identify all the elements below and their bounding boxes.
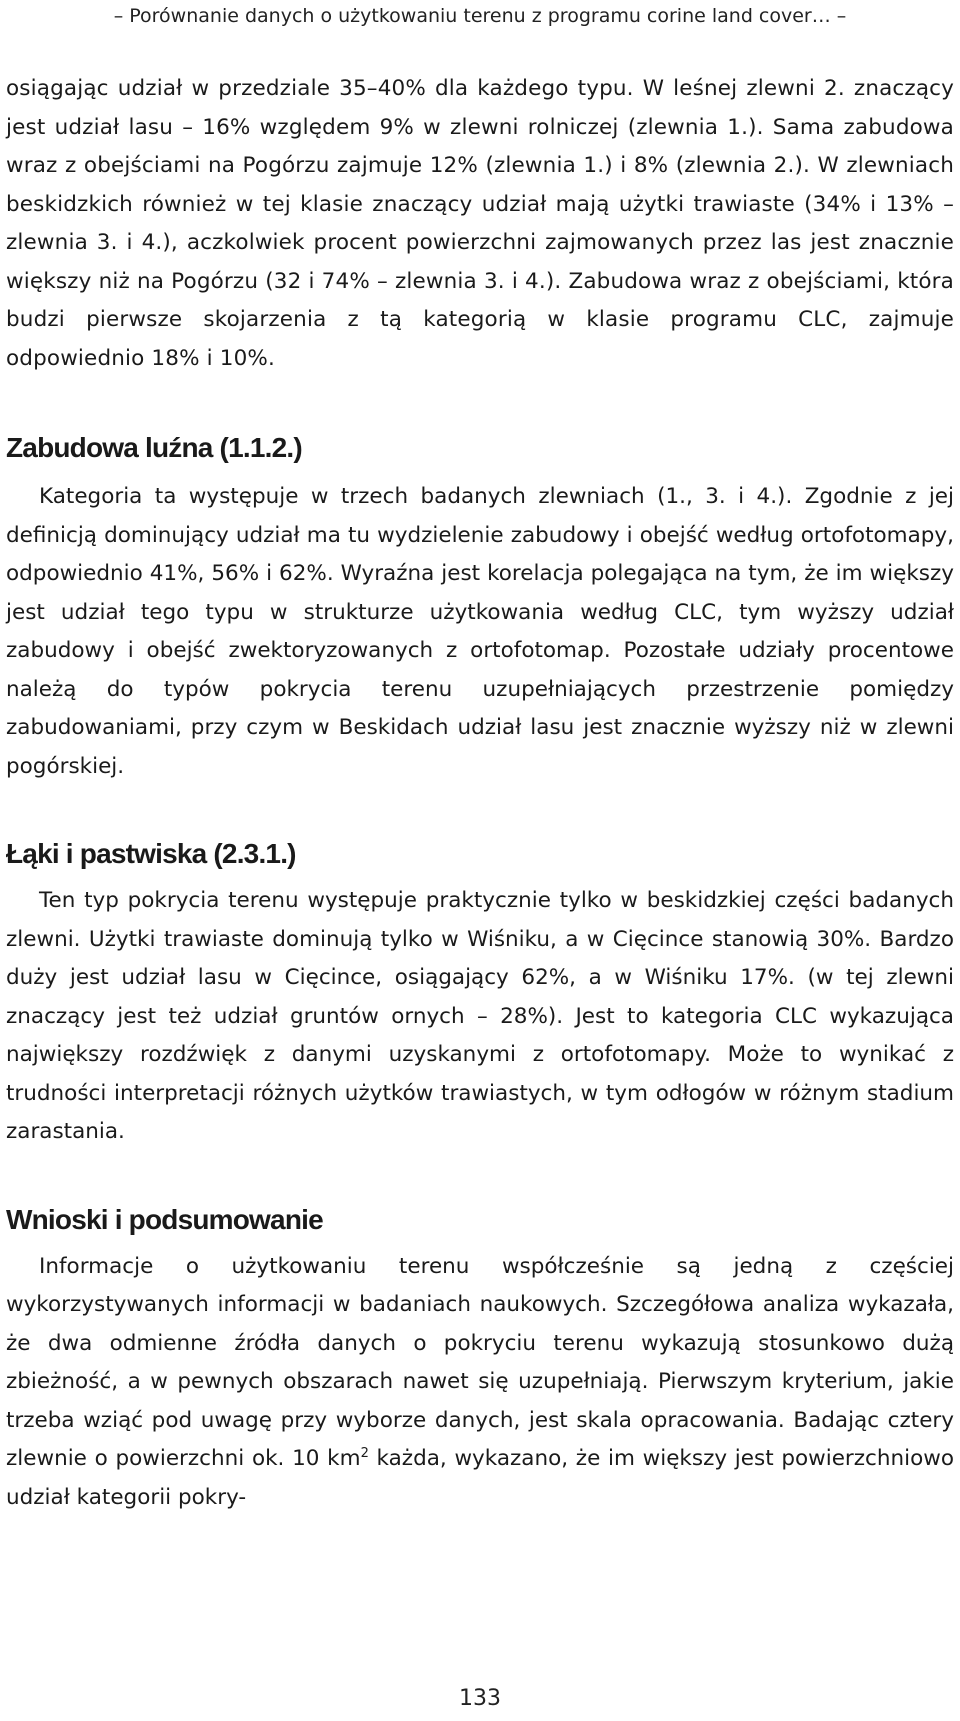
intro-paragraph: osiągając udział w przedziale 35–40% dla każdego typu. W leśnej zlewni 2. znaczący jest udział lasu – 16% względem 9% w zlewni rolniczej (zlewnia 1.). Sama zabudowa wraz z obejściami na Pogórzu zajmuje 12% (zlewnia 1.) i 8% (zlewnia 2.). W zlewniach beskidzkich również w tej klasie znaczący udział mają użytki trawiaste (34% i 13% – zlewnia 3. i 4.), aczkolwiek procent powierzchni zajmowanych przez las jest znacznie większy niż na Pogórzu (32 i 74% – zlewnia 3. i 4.). Zabudowa wraz z obejściami, która budzi pierwsze skojarzenia z tą kategorią w klasie programu CLC, zajmuje odpowiednio 18% i 10%. (6, 76, 954, 371)
zabudowa-paragraph: Kategoria ta występuje w trzech badanych zlewniach (1., 3. i 4.). Zgodnie z jej definicją dominujący udział ma tu wydzielenie zabudowy i obejść według ortofotomapy, odpowiednio 41%, 56% i 62%. Wyraźna jest korelacja polegająca na tym, że im większy jest udział tego typu w strukturze użytkowania według CLC, tym wyższy udział zabudowy i obejść zwektoryzowanych z ortofotomap. Pozostałe udziały procentowe należą do typów pokrycia terenu uzupełniających przestrzenie pomiędzy zabudowaniami, przy czym w Beskidach udział lasu jest znacznie wyższy niż w zlewni pogórskiej. (6, 484, 954, 779)
page-number: 133 (459, 1686, 501, 1711)
section-heading-zabudowa: Zabudowa luźna (1.1.2.) (6, 432, 302, 463)
wnioski-text: Informacje o użytkowaniu terenu współcześnie są jedną z częściej wykorzystywanych informacji w badaniach naukowych. Szczegółowa analiza wykazała, że dwa odmienne źródła danych o pokryciu terenu wykazują stosunkowo dużą zbieżność, a w pewnych obszarach nawet się uzupełniają. Pierwszym kryterium, jakie trzeba wziąć pod uwagę przy wyborze danych, jest skala opracowania. Badając cztery zlewnie o powierzchni ok. 10 km (6, 1253, 954, 1471)
section-heading-wnioski: Wnioski i podsumowanie (6, 1203, 323, 1235)
wnioski-paragraph (6, 1248, 954, 1518)
superscript-2: 2 (360, 1445, 369, 1461)
section-heading-laki: Łąki i pastwiska (2.3.1.) (6, 838, 296, 869)
running-header: – Porównanie danych o użytkowaniu terenu z programu corine land cover… – (113, 5, 847, 27)
wnioski-text-end: każda, wykazano, że im większy jest powierzchniowo udział kategorii pokry- (6, 1446, 954, 1510)
laki-paragraph: Ten typ pokrycia terenu występuje praktycznie tylko w beskidzkiej części badanych zlewni. Użytki trawiaste dominują tylko w Wiśniku, a w Cięcince stanowią 30%. Bardzo duży jest udział lasu w Cięcince, osiągający 62%, a w Wiśniku 17%. (w tej zlewni znaczący jest też udział gruntów ornych – 28%). Jest to kategoria CLC wykazująca największy rozdźwięk z danymi uzyskanymi z ortofotomapy. Może to wynikać z trudności interpretacji różnych użytków trawiastych, w tym odłogów w różnym stadium zarastania. (6, 888, 954, 1144)
page-content (6, 70, 954, 1517)
